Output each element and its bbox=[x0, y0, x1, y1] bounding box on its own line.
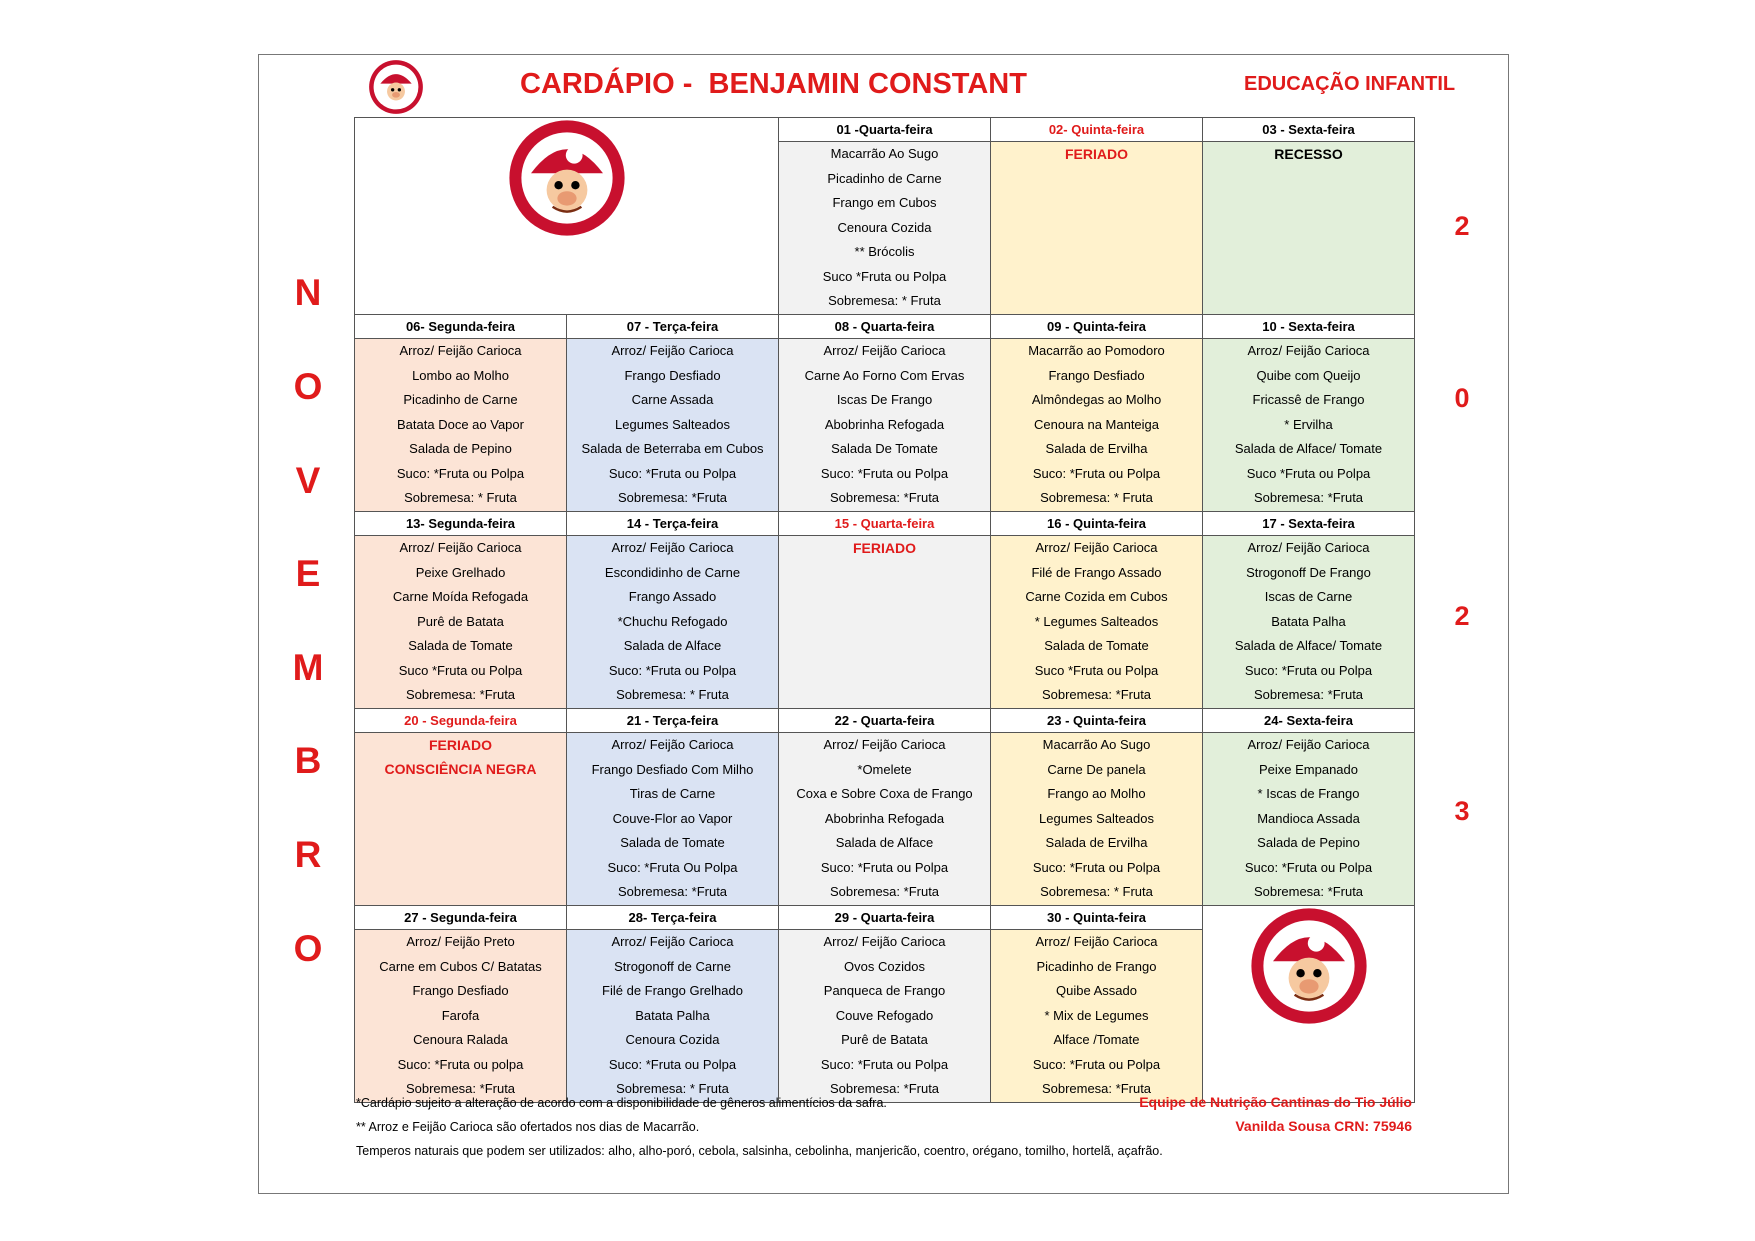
menu-item: Macarrão Ao Sugo bbox=[830, 146, 939, 161]
menu-item: Arroz/ Feijão Carioca bbox=[611, 343, 734, 358]
menu-item: Cenoura Cozida bbox=[625, 1032, 720, 1047]
day-header: 16 - Quinta-feira bbox=[991, 512, 1203, 536]
menu-item: Arroz/ Feijão Carioca bbox=[611, 934, 734, 949]
menu-item: Suco: *Fruta ou Polpa bbox=[1244, 662, 1373, 678]
nutrition-team: Equipe de Nutrição Cantinas do Tio Júlio bbox=[1139, 1094, 1412, 1110]
day-menu-cell bbox=[1203, 733, 1415, 906]
menu-item: Sobremesa: *Fruta bbox=[405, 687, 516, 702]
day-menu-cell bbox=[355, 930, 567, 1103]
menu-item: Carne Assada bbox=[631, 392, 714, 407]
day-menu-cell bbox=[991, 536, 1203, 709]
day-menu-cell bbox=[567, 930, 779, 1103]
mascot-logo-icon bbox=[1249, 906, 1369, 1026]
menu-item: Sobremesa: *Fruta bbox=[405, 1081, 516, 1096]
logo-cell bbox=[355, 118, 779, 315]
menu-item: Mandioca Assada bbox=[1257, 810, 1360, 826]
menu-item: Panqueca de Frango bbox=[823, 983, 946, 998]
day-header: 01 -Quarta-feira bbox=[779, 118, 991, 142]
menu-item: Batata Palha bbox=[1271, 613, 1346, 629]
menu-item: Suco *Fruta ou Polpa bbox=[1246, 465, 1371, 481]
menu-item: Sobremesa: *Fruta bbox=[617, 490, 728, 505]
year-digit: 3 bbox=[1454, 796, 1470, 826]
week-menu-row bbox=[355, 536, 1415, 709]
special-day-cell bbox=[991, 142, 1203, 315]
menu-item: Sobremesa: *Fruta bbox=[1253, 884, 1364, 899]
menu-item: Frango em Cubos bbox=[832, 195, 937, 210]
menu-item: Arroz/ Feijão Carioca bbox=[823, 934, 946, 949]
menu-item: Salada de Beterraba em Cubos bbox=[581, 441, 764, 456]
day-header: 17 - Sexta-feira bbox=[1203, 512, 1415, 536]
menu-item: *Chuchu Refogado bbox=[617, 613, 728, 629]
menu-item: Arroz/ Feijão Preto bbox=[406, 934, 515, 949]
day-header: 13- Segunda-feira bbox=[355, 512, 567, 536]
menu-item: Suco: *Fruta ou polpa bbox=[397, 1056, 524, 1072]
day-header: 24- Sexta-feira bbox=[1203, 709, 1415, 733]
week-menu-row bbox=[355, 339, 1415, 512]
special-day-cell bbox=[355, 733, 567, 906]
menu-item: * Iscas de Frango bbox=[1257, 786, 1360, 801]
menu-item: * Legumes Salteados bbox=[1034, 613, 1159, 629]
menu-item: Frango Assado bbox=[628, 589, 717, 604]
day-header: 10 - Sexta-feira bbox=[1203, 315, 1415, 339]
year-digit: 2 bbox=[1454, 601, 1470, 631]
menu-item: Batata Palha bbox=[635, 1007, 710, 1023]
week-header-row bbox=[355, 118, 1415, 142]
day-header: 03 - Sexta-feira bbox=[1203, 118, 1415, 142]
menu-item: Frango Desfiado bbox=[412, 983, 509, 998]
menu-item: Sobremesa: *Fruta bbox=[617, 884, 728, 899]
menu-item: Suco: *Fruta ou Polpa bbox=[608, 1056, 737, 1072]
menu-item: Sobremesa: * Fruta bbox=[616, 1081, 729, 1096]
day-header: 15 - Quarta-feira bbox=[779, 512, 991, 536]
nutritionist-crn: Vanilda Sousa CRN: 75946 bbox=[1235, 1118, 1412, 1134]
menu-item: Carne Ao Forno Com Ervas bbox=[804, 367, 965, 383]
menu-item: Picadinho de Carne bbox=[827, 170, 942, 186]
menu-item: Peixe Grelhado bbox=[415, 564, 506, 580]
logo-cell bbox=[1203, 906, 1415, 1103]
menu-item: Salada de Pepino bbox=[1257, 835, 1360, 850]
week-header-row bbox=[355, 709, 1415, 733]
menu-item: Macarrão ao Pomodoro bbox=[1028, 343, 1165, 358]
menu-item: Purê de Batata bbox=[841, 1032, 928, 1047]
menu-item: Sobremesa: * Fruta bbox=[404, 490, 517, 505]
menu-item: Purê de Batata bbox=[417, 613, 504, 629]
menu-item: Legumes Salteados bbox=[1039, 810, 1154, 826]
menu-item: Lombo ao Molho bbox=[412, 367, 509, 383]
menu-item: Picadinho de Frango bbox=[1036, 958, 1157, 974]
menu-item: Suco *Fruta ou Polpa bbox=[398, 662, 523, 678]
day-header: 09 - Quinta-feira bbox=[991, 315, 1203, 339]
day-menu-cell bbox=[991, 339, 1203, 512]
day-menu-cell bbox=[779, 142, 991, 315]
menu-item: Salada de Alface bbox=[623, 638, 722, 653]
menu-item: Suco: *Fruta ou Polpa bbox=[820, 1056, 949, 1072]
special-day-label: CONSCIÊNCIA NEGRA bbox=[384, 761, 537, 777]
menu-item: Macarrão Ao Sugo bbox=[1042, 737, 1151, 752]
menu-item: Suco: *Fruta ou Polpa bbox=[608, 465, 737, 481]
day-menu-cell bbox=[991, 733, 1203, 906]
menu-item: Arroz/ Feijão Carioca bbox=[823, 343, 946, 358]
menu-item: Tiras de Carne bbox=[629, 786, 716, 801]
menu-table bbox=[354, 117, 1415, 1103]
year-digit: 2 bbox=[1454, 211, 1470, 241]
menu-item: Sobremesa: *Fruta bbox=[1253, 687, 1364, 702]
menu-item: Couve-Flor ao Vapor bbox=[612, 810, 733, 826]
menu-item: Farofa bbox=[441, 1007, 480, 1023]
year-digit: 0 bbox=[1454, 383, 1470, 413]
footnote-1: *Cardápio sujeito a alteração de acordo com a disponibilidade de gêneros alimentícios da safra. bbox=[356, 1096, 887, 1110]
menu-item: Sobremesa: *Fruta bbox=[1041, 687, 1152, 702]
week-header-row bbox=[355, 315, 1415, 339]
menu-item: Suco: *Fruta Ou Polpa bbox=[607, 859, 738, 875]
menu-item: Frango Desfiado bbox=[1048, 367, 1145, 383]
menu-item: Sobremesa: * Fruta bbox=[1040, 490, 1153, 505]
menu-item: Salada de Ervilha bbox=[1045, 835, 1148, 850]
day-menu-cell bbox=[1203, 536, 1415, 709]
day-header: 02- Quinta-feira bbox=[991, 118, 1203, 142]
menu-item: Sobremesa: *Fruta bbox=[829, 1081, 940, 1096]
menu-item: Arroz/ Feijão Carioca bbox=[1035, 540, 1158, 555]
menu-item: Sobremesa: * Fruta bbox=[828, 293, 941, 308]
menu-item: Quibe com Queijo bbox=[1256, 367, 1361, 383]
menu-item: Arroz/ Feijão Carioca bbox=[611, 737, 734, 752]
day-menu-cell bbox=[1203, 339, 1415, 512]
day-menu-cell bbox=[567, 339, 779, 512]
menu-item: Picadinho de Carne bbox=[403, 392, 518, 407]
menu-item: Filé de Frango Assado bbox=[1031, 564, 1162, 580]
menu-item: Arroz/ Feijão Carioca bbox=[1247, 737, 1370, 752]
day-header: 30 - Quinta-feira bbox=[991, 906, 1203, 930]
menu-item: Arroz/ Feijão Carioca bbox=[399, 540, 522, 555]
menu-item: Salada de Ervilha bbox=[1045, 441, 1148, 456]
menu-item: Abobrinha Refogada bbox=[824, 416, 945, 432]
day-menu-cell bbox=[779, 733, 991, 906]
menu-item: Carne De panela bbox=[1047, 761, 1146, 777]
special-day-label: FERIADO bbox=[429, 737, 492, 753]
day-menu-cell bbox=[567, 733, 779, 906]
menu-item: Arroz/ Feijão Carioca bbox=[1247, 343, 1370, 358]
menu-item: Peixe Empanado bbox=[1258, 761, 1358, 777]
menu-item: Sobremesa: * Fruta bbox=[616, 687, 729, 702]
menu-item: Frango Desfiado bbox=[624, 367, 721, 383]
month-letter: V bbox=[295, 460, 321, 501]
footnote-2: ** Arroz e Feijão Carioca são ofertados nos dias de Macarrão. bbox=[356, 1120, 700, 1134]
day-menu-cell bbox=[567, 536, 779, 709]
day-menu-cell bbox=[355, 339, 567, 512]
day-header: 23 - Quinta-feira bbox=[991, 709, 1203, 733]
month-letter: N bbox=[294, 272, 322, 313]
special-day-cell bbox=[1203, 142, 1415, 315]
special-day-label: FERIADO bbox=[1065, 146, 1128, 162]
day-menu-cell bbox=[779, 339, 991, 512]
menu-item: Arroz/ Feijão Carioca bbox=[823, 737, 946, 752]
menu-item: * Mix de Legumes bbox=[1044, 1007, 1149, 1023]
menu-item: Salada de Alface bbox=[835, 835, 934, 850]
month-letter: M bbox=[292, 647, 324, 688]
menu-item: Frango ao Molho bbox=[1047, 786, 1146, 801]
month-letter: O bbox=[293, 366, 323, 407]
menu-item: Batata Doce ao Vapor bbox=[397, 416, 524, 432]
menu-item: Ovos Cozidos bbox=[844, 958, 925, 974]
menu-item: Suco: *Fruta ou Polpa bbox=[1032, 1056, 1161, 1072]
menu-item: Sobremesa: *Fruta bbox=[1041, 1081, 1152, 1096]
page-subtitle: EDUCAÇÃO INFANTIL bbox=[1244, 73, 1456, 95]
menu-item: Coxa e Sobre Coxa de Frango bbox=[796, 786, 973, 801]
month-letter: R bbox=[294, 834, 322, 875]
menu-item: Sobremesa: *Fruta bbox=[829, 490, 940, 505]
menu-item: Carne Cozida em Cubos bbox=[1025, 589, 1168, 604]
day-header: 21 - Terça-feira bbox=[567, 709, 779, 733]
menu-item: Suco: *Fruta ou Polpa bbox=[396, 465, 525, 481]
menu-item: Suco: *Fruta ou Polpa bbox=[1244, 859, 1373, 875]
menu-item: Sobremesa: *Fruta bbox=[829, 884, 940, 899]
menu-item: Salada de Alface/ Tomate bbox=[1234, 441, 1383, 456]
menu-item: Suco *Fruta ou Polpa bbox=[1034, 662, 1159, 678]
menu-item: Salada de Tomate bbox=[620, 835, 725, 850]
week-menu-row bbox=[355, 733, 1415, 906]
menu-item: Sobremesa: * Fruta bbox=[1040, 884, 1153, 899]
week-header-row bbox=[355, 906, 1415, 930]
menu-item: Iscas De Frango bbox=[836, 392, 933, 407]
day-header: 27 - Segunda-feira bbox=[355, 906, 567, 930]
day-header: 07 - Terça-feira bbox=[567, 315, 779, 339]
mascot-logo-icon bbox=[368, 59, 424, 115]
menu-item: Strogonoff De Frango bbox=[1246, 564, 1371, 580]
menu-item: Carne em Cubos C/ Batatas bbox=[379, 958, 542, 974]
day-menu-cell bbox=[779, 930, 991, 1103]
day-header: 14 - Terça-feira bbox=[567, 512, 779, 536]
menu-item: Alface /Tomate bbox=[1053, 1032, 1140, 1047]
menu-item: Frango Desfiado Com Milho bbox=[591, 761, 754, 777]
day-header: 20 - Segunda-feira bbox=[355, 709, 567, 733]
menu-item: Suco: *Fruta ou Polpa bbox=[1032, 859, 1161, 875]
menu-item: Salada de Pepino bbox=[409, 441, 512, 456]
special-day-cell bbox=[779, 536, 991, 709]
special-day-label: RECESSO bbox=[1274, 146, 1343, 162]
menu-item: Sobremesa: *Fruta bbox=[1253, 490, 1364, 505]
menu-item: Iscas de Carne bbox=[1264, 589, 1353, 604]
day-menu-cell bbox=[355, 536, 567, 709]
menu-item: Suco: *Fruta ou Polpa bbox=[820, 465, 949, 481]
day-menu-cell bbox=[991, 930, 1203, 1103]
menu-item: Salada de Tomate bbox=[408, 638, 513, 653]
menu-item: Salada de Alface/ Tomate bbox=[1234, 638, 1383, 653]
menu-item: Salada De Tomate bbox=[831, 441, 938, 456]
menu-item: Arroz/ Feijão Carioca bbox=[611, 540, 734, 555]
special-day-label: FERIADO bbox=[853, 540, 916, 556]
day-header: 22 - Quarta-feira bbox=[779, 709, 991, 733]
menu-item: Arroz/ Feijão Carioca bbox=[1035, 934, 1158, 949]
menu-item: Cenoura Ralada bbox=[413, 1032, 508, 1047]
day-header: 28- Terça-feira bbox=[567, 906, 779, 930]
menu-item: Cenoura na Manteiga bbox=[1033, 416, 1160, 432]
menu-item: ** Brócolis bbox=[854, 244, 915, 259]
day-header: 08 - Quarta-feira bbox=[779, 315, 991, 339]
menu-item: Couve Refogado bbox=[835, 1007, 934, 1023]
month-letter: B bbox=[294, 740, 322, 781]
menu-item: Carne Moída Refogada bbox=[392, 589, 529, 604]
menu-item: Salada de Tomate bbox=[1044, 638, 1149, 653]
menu-item: Suco: *Fruta ou Polpa bbox=[608, 662, 737, 678]
menu-item: Strogonoff de Carne bbox=[614, 958, 731, 974]
day-header: 29 - Quarta-feira bbox=[779, 906, 991, 930]
menu-item: * Ervilha bbox=[1284, 416, 1333, 432]
menu-item: Almôndegas ao Molho bbox=[1031, 392, 1162, 407]
month-letter: O bbox=[293, 928, 323, 969]
menu-item: Suco *Fruta ou Polpa bbox=[822, 268, 947, 284]
menu-item: Suco: *Fruta ou Polpa bbox=[1032, 465, 1161, 481]
menu-item: Cenoura Cozida bbox=[837, 219, 932, 235]
week-header-row bbox=[355, 512, 1415, 536]
menu-item: *Omelete bbox=[857, 761, 912, 777]
day-header: 06- Segunda-feira bbox=[355, 315, 567, 339]
footnote-3: Temperos naturais que podem ser utilizados: alho, alho-poró, cebola, salsinha, cebolinha, manjericão, coentro, orégano, tomilho, hortelã, açafrão. bbox=[356, 1144, 1163, 1158]
month-letter: E bbox=[295, 553, 321, 594]
menu-item: Fricassê de Frango bbox=[1252, 392, 1365, 407]
menu-item: Suco: *Fruta ou Polpa bbox=[820, 859, 949, 875]
menu-item: Quibe Assado bbox=[1056, 983, 1137, 998]
menu-item: Legumes Salteados bbox=[615, 416, 730, 432]
menu-item: Escondidinho de Carne bbox=[604, 564, 741, 580]
menu-item: Arroz/ Feijão Carioca bbox=[1247, 540, 1370, 555]
menu-item: Arroz/ Feijão Carioca bbox=[399, 343, 522, 358]
menu-item: Filé de Frango Grelhado bbox=[602, 983, 743, 998]
mascot-logo-icon bbox=[507, 118, 627, 238]
menu-item: Abobrinha Refogada bbox=[824, 810, 945, 826]
